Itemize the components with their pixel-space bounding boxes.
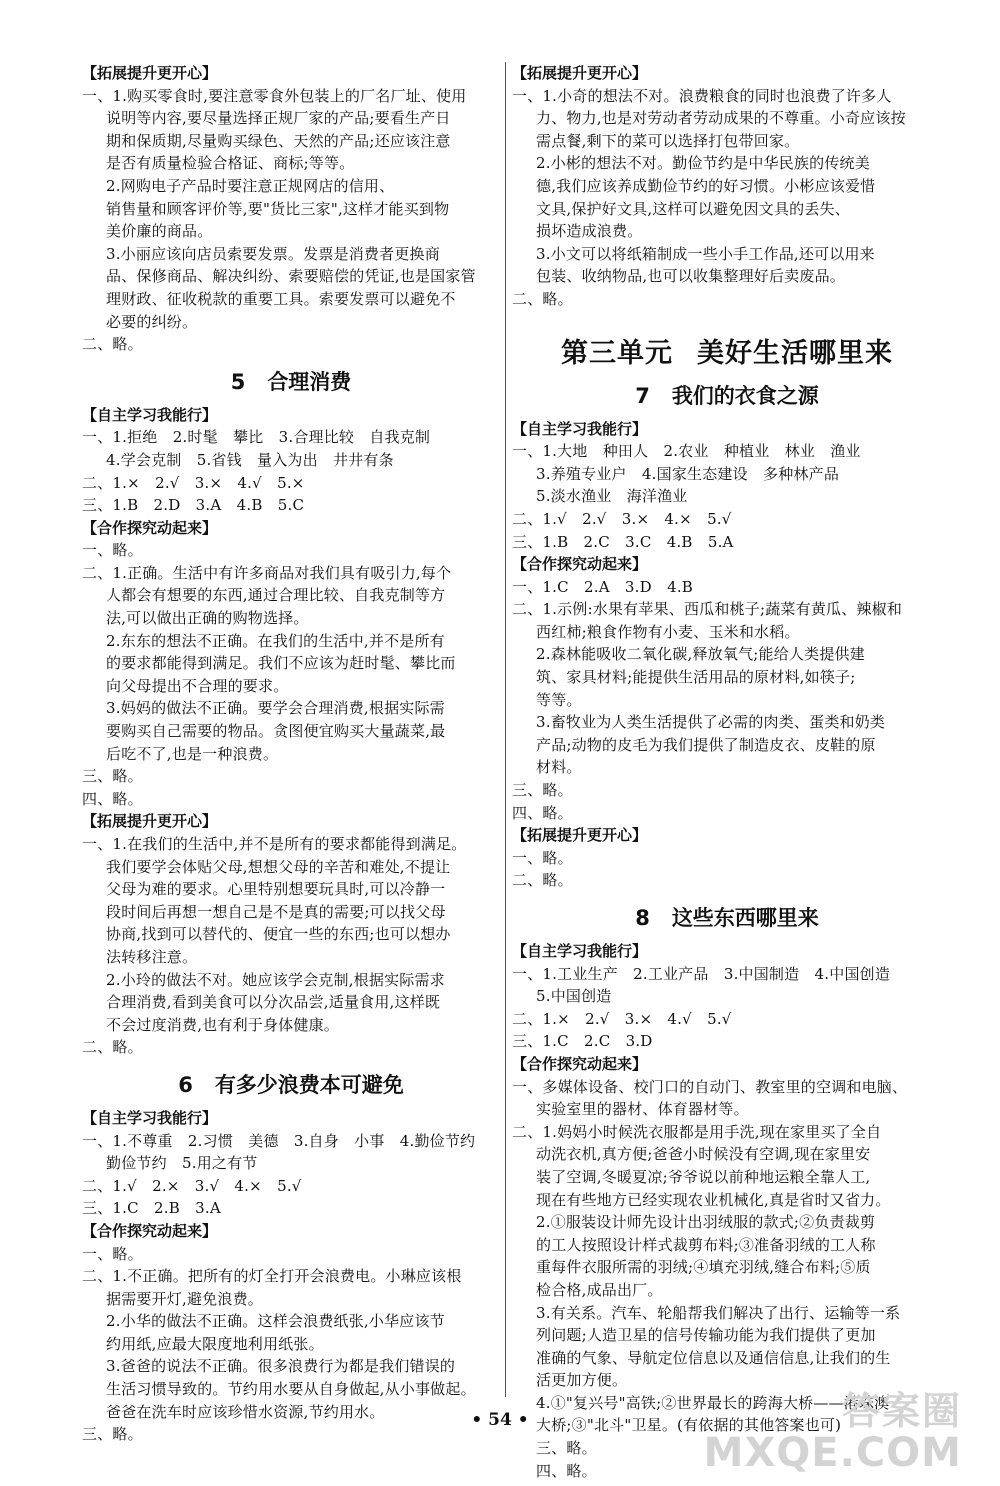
chapter-number: 5 <box>230 369 246 394</box>
answer-line: 二、1.× 2.√ 3.× 4.√ 5.× <box>82 473 305 492</box>
section-header: 【合作探究动起来】 <box>512 1054 648 1073</box>
answer-line: 三、1.C 2.C 3.D <box>512 1032 653 1051</box>
left-column <box>82 62 500 1446</box>
answer-line: 三、略。 <box>82 767 143 786</box>
answer-line: 爸爸在洗车时应该珍惜水资源,节约用水。 <box>106 1402 385 1421</box>
answer-line: 2.小玲的做法不对。她应该学会克制,根据实际需求 <box>106 970 445 989</box>
answer-line: 需点餐,剩下的菜可以选择打包带回家。 <box>536 131 800 150</box>
section-header: 【拓展提升更开心】 <box>512 826 648 845</box>
answer-line: 3.妈妈的做法不正确。要学会合理消费,根据实际需 <box>106 699 445 718</box>
unit-title <box>512 331 942 370</box>
answer-line: 一、略。 <box>82 541 143 560</box>
answer-line: 一、多媒体设备、校门口的自动门、教室里的空调和电脑、 <box>512 1077 908 1096</box>
section-header: 【拓展提升更开心】 <box>512 64 648 82</box>
answer-line: 要购买自己需要的物品。贪图便宜购买大量蔬菜,最 <box>106 722 446 741</box>
answer-line: 三、略。 <box>536 1439 597 1458</box>
answer-line: 2.森林能吸收二氧化碳,释放氧气;能给人类提供建 <box>536 645 865 664</box>
answer-line: 一、1.工业生产 2.工业产品 3.中国制造 4.中国创造 <box>512 964 891 983</box>
section-header: 【自主学习我能行】 <box>512 419 648 438</box>
answer-line: 约用纸,应最大限度地利用纸张。 <box>106 1334 324 1353</box>
answer-line: 产品;动物的皮毛为我们提供了制造皮衣、皮鞋的原 <box>536 735 876 754</box>
answer-line: 四、略。 <box>82 789 143 808</box>
answer-line: 父母为难的要求。心里特别想要玩具时,可以冷静一 <box>106 880 446 899</box>
answer-line: 我们要学会体贴父母,想想父母的辛苦和难处,不提让 <box>106 857 451 876</box>
section-header: 【自主学习我能行】 <box>512 942 648 960</box>
answer-line: 筑、家具材料;能提供生活用品的原材料,如筷子; <box>536 668 856 687</box>
answer-line: 三、略。 <box>82 1425 143 1444</box>
answer-line: 检合格,成品出厂。 <box>536 1280 663 1299</box>
answer-line: 二、1.不正确。把所有的灯全打开会浪费电。小琳应该根 <box>82 1267 462 1286</box>
answer-line: 准确的气象、导航定位信息以及通信信息,让我们的生 <box>536 1348 891 1367</box>
answer-line: 合理消费,看到美食可以分次品尝,适量食用,这样既 <box>106 993 441 1012</box>
answer-line: 人都会有想要的东西,通过合理比较、自我克制等方 <box>106 586 446 605</box>
answer-line: 向父母提出不合理的要求。 <box>106 676 289 695</box>
answer-line: 二、略。 <box>82 335 143 354</box>
chapter-name: 合理消费 <box>267 369 352 394</box>
answer-line: 3.小丽应该向店员索要发票。发票是消费者更换商 <box>106 244 440 263</box>
answer-line: 3.养殖专业户 4.国家生态建设 多种林产品 <box>536 464 840 483</box>
chapter-number: 6 <box>178 1072 193 1097</box>
answer-line: 理财政、征收税款的重要工具。索要发票可以避免不 <box>106 289 456 308</box>
answer-line: 等等。 <box>536 690 582 709</box>
answer-line: 三、略。 <box>512 781 573 800</box>
answer-line: 2.①服装设计师先设计出羽绒服的款式;②负责裁剪 <box>536 1213 876 1232</box>
section-header: 【拓展提升更开心】 <box>82 812 218 831</box>
watermark-text-cn: 答案圈 <box>841 1389 962 1433</box>
answer-line: 3.小文可以将纸箱制成一些小手工作品,还可以用来 <box>536 244 875 263</box>
section-header: 【自主学习我能行】 <box>82 405 218 424</box>
answer-line: 包装、收纳物品,也可以收集整理好后卖废品。 <box>536 267 845 286</box>
answer-line: 4.①"复兴号"高铁;②世界最长的跨海大桥——港珠澳 <box>536 1393 890 1412</box>
page-number: • 54 • <box>471 1410 529 1430</box>
section-header: 【自主学习我能行】 <box>82 1108 218 1127</box>
answer-line: 后吃不了,也是一种浪费。 <box>106 744 279 763</box>
answer-line: 一、1.小奇的想法不对。浪费粮食的同时也浪费了许多人 <box>512 86 892 105</box>
watermark-logo <box>704 1390 962 1474</box>
chapter-title <box>82 370 500 394</box>
answer-line: 二、1.妈妈小时候洗衣服都是用手洗,现在家里买了全自 <box>512 1122 882 1141</box>
answer-line: 二、1.√ 2.√ 3.× 4.× 5.√ <box>512 509 732 528</box>
answer-line: 一、略。 <box>512 848 573 867</box>
chapter-name: 这些东西哪里来 <box>671 906 819 930</box>
answer-line: 品、保修商品、解决纠纷、索要赔偿的凭证,也是国家管 <box>106 267 476 286</box>
answer-line: 法转移注意。 <box>106 947 198 966</box>
answer-line: 材料。 <box>536 758 582 777</box>
answer-line: 西红柿;粮食作物有小麦、玉米和水稻。 <box>536 622 800 641</box>
answer-line: 三、1.B 2.C 3.C 4.B 5.A <box>512 532 734 551</box>
answer-line: 勤俭节约 5.用之有节 <box>106 1154 258 1173</box>
answer-line: 文具,保护好文具,这样可以避免因文具的丢失、 <box>536 199 850 218</box>
answer-line: 二、略。 <box>512 289 573 308</box>
chapter-number: 7 <box>635 383 650 408</box>
chapter-title <box>512 906 942 930</box>
answer-line: 二、1.× 2.√ 3.× 4.√ 5.√ <box>512 1009 732 1028</box>
answer-line: 2.东东的想法不正确。在我们的生活中,并不是所有 <box>106 631 445 650</box>
answer-line: 三、1.C 2.B 3.A <box>82 1199 221 1218</box>
chapter-number: 8 <box>635 906 650 930</box>
answer-line: 二、略。 <box>82 1038 143 1057</box>
answer-line: 生活习惯导致的。节约用水要从自身做起,从小事做起。 <box>106 1380 476 1399</box>
answer-line: 二、1.示例:水果有苹果、西瓜和桃子;蔬菜有黄瓜、辣椒和 <box>512 600 903 619</box>
answer-line: 德,我们应该养成勤俭节约的好习惯。小彬应该爱惜 <box>536 176 876 195</box>
answer-line: 5.中国创造 <box>536 987 612 1006</box>
answer-line: 法,可以做出正确的购物选择。 <box>106 609 309 628</box>
answer-line: 一、略。 <box>82 1244 143 1263</box>
answer-line: 美价廉的商品。 <box>106 222 213 241</box>
section-header: 【合作探究动起来】 <box>82 1221 218 1240</box>
section-header: 【拓展提升更开心】 <box>82 64 218 82</box>
answer-line: 3.有关系。汽车、轮船帮我们解决了出行、运输等一系 <box>536 1303 901 1322</box>
answer-line: 2.小彬的想法不对。勤俭节约是中华民族的传统美 <box>536 154 870 173</box>
answer-line: 二、1.√ 2.× 3.√ 4.× 5.√ <box>82 1176 302 1195</box>
answer-line: 实验室里的器材、体育器材等。 <box>536 1100 749 1119</box>
section-header: 【合作探究动起来】 <box>512 555 648 574</box>
answer-line: 的要求都能得到满足。我们不应该为赶时髦、攀比而 <box>106 654 456 673</box>
answer-line: 2.网购电子产品时要注意正规网店的信用、 <box>106 176 395 195</box>
answer-line: 活更加方便。 <box>536 1371 628 1390</box>
answer-line: 一、1.C 2.A 3.D 4.B <box>512 577 694 596</box>
answer-line: 力、物力,也是对劳动者劳动成果的不尊重。小奇应该按 <box>536 109 906 128</box>
answer-line: 三、1.B 2.D 3.A 4.B 5.C <box>82 496 305 515</box>
answer-line: 5.淡水渔业 海洋渔业 <box>536 487 688 506</box>
answer-line: 是否有质量检验合格证、商标;等等。 <box>106 154 355 173</box>
chapter-name: 有多少浪费本可避免 <box>214 1072 404 1097</box>
answer-line: 3.爸爸的说法不正确。很多浪费行为都是我们错误的 <box>106 1357 456 1376</box>
answer-line: 不会过度消费,也有利于身体健康。 <box>106 1015 339 1034</box>
answer-line: 2.小华的做法不正确。这样会浪费纸张,小华应该节 <box>106 1312 445 1331</box>
answer-line: 销售量和顾客评价等,要"货比三家",这样才能买到物 <box>106 199 450 218</box>
answer-line: 4.学会克制 5.省钱 量入为出 井井有条 <box>106 450 394 469</box>
answer-line: 二、1.正确。生活中有许多商品对我们具有吸引力,每个 <box>82 563 452 582</box>
answer-line: 四、略。 <box>536 1461 597 1480</box>
answer-line: 说明等内容,要尽量选择正规厂家的产品;要看生产日 <box>106 109 451 128</box>
answer-line: 协商,找到可以替代的、便宜一些的东西;也可以想办 <box>106 925 451 944</box>
answer-line: 损坏造成浪费。 <box>536 222 643 241</box>
answer-line: 列问题;人造卫星的信号传输功能为我们提供了更加 <box>536 1326 876 1345</box>
answer-line: 一、1.大地 种田人 2.农业 种植业 林业 渔业 <box>512 442 861 461</box>
answer-line: 一、1.购买零食时,要注意零食外包装上的厂名厂址、使用 <box>82 86 467 105</box>
answer-line: 装了空调,冬暖夏凉;爷爷说以前种地运粮全靠人工, <box>536 1167 871 1186</box>
unit-label: 第三单元 <box>561 337 673 369</box>
answer-line: 段时间后再想一想自己是不是真的需要;可以找父母 <box>106 902 446 921</box>
answer-line: 二、略。 <box>512 871 573 890</box>
answer-line: 一、1.在我们的生活中,并不是所有的要求都能得到满足。 <box>82 835 467 853</box>
answer-line: 四、略。 <box>512 803 573 822</box>
answer-line: 期和保质期,尽量购买绿色、天然的产品;还应该注意 <box>106 131 451 150</box>
chapter-title <box>512 384 942 408</box>
column-divider <box>505 62 506 1397</box>
answer-line: 3.畜牧业为人类生活提供了必需的肉类、蛋类和奶类 <box>536 713 886 732</box>
answer-line: 的工人按照设计样式裁剪布料;③准备羽绒的工人称 <box>536 1235 876 1254</box>
answer-line: 据需要开灯,避免浪费。 <box>106 1289 263 1308</box>
unit-name: 美好生活哪里来 <box>697 337 893 369</box>
answer-line: 一、1.拒绝 2.时髦 攀比 3.合理比较 自我克制 <box>82 428 431 447</box>
answer-line: 一、1.不尊重 2.习惯 美德 3.自身 小事 4.勤俭节约 <box>82 1131 476 1150</box>
answer-line: 动洗衣机,真方便;爸爸小时候没有空调,现在家里安 <box>536 1145 871 1164</box>
answer-line: 现在有些地方已经实现农业机械化,真是省时又省力。 <box>536 1190 891 1209</box>
chapter-title <box>82 1073 500 1097</box>
chapter-name: 我们的衣食之源 <box>671 383 819 408</box>
section-header: 【合作探究动起来】 <box>82 518 218 537</box>
answer-line: 大桥;③"北斗"卫星。(有依据的其他答案也可) <box>536 1416 842 1435</box>
watermark-text-en: MXQE.COM <box>703 1430 962 1476</box>
right-column <box>512 62 942 1482</box>
answer-line: 必要的纠纷。 <box>106 312 198 331</box>
answer-line: 重每件衣服所需的羽绒;④填充羽绒,缝合布料;⑤质 <box>536 1258 871 1277</box>
